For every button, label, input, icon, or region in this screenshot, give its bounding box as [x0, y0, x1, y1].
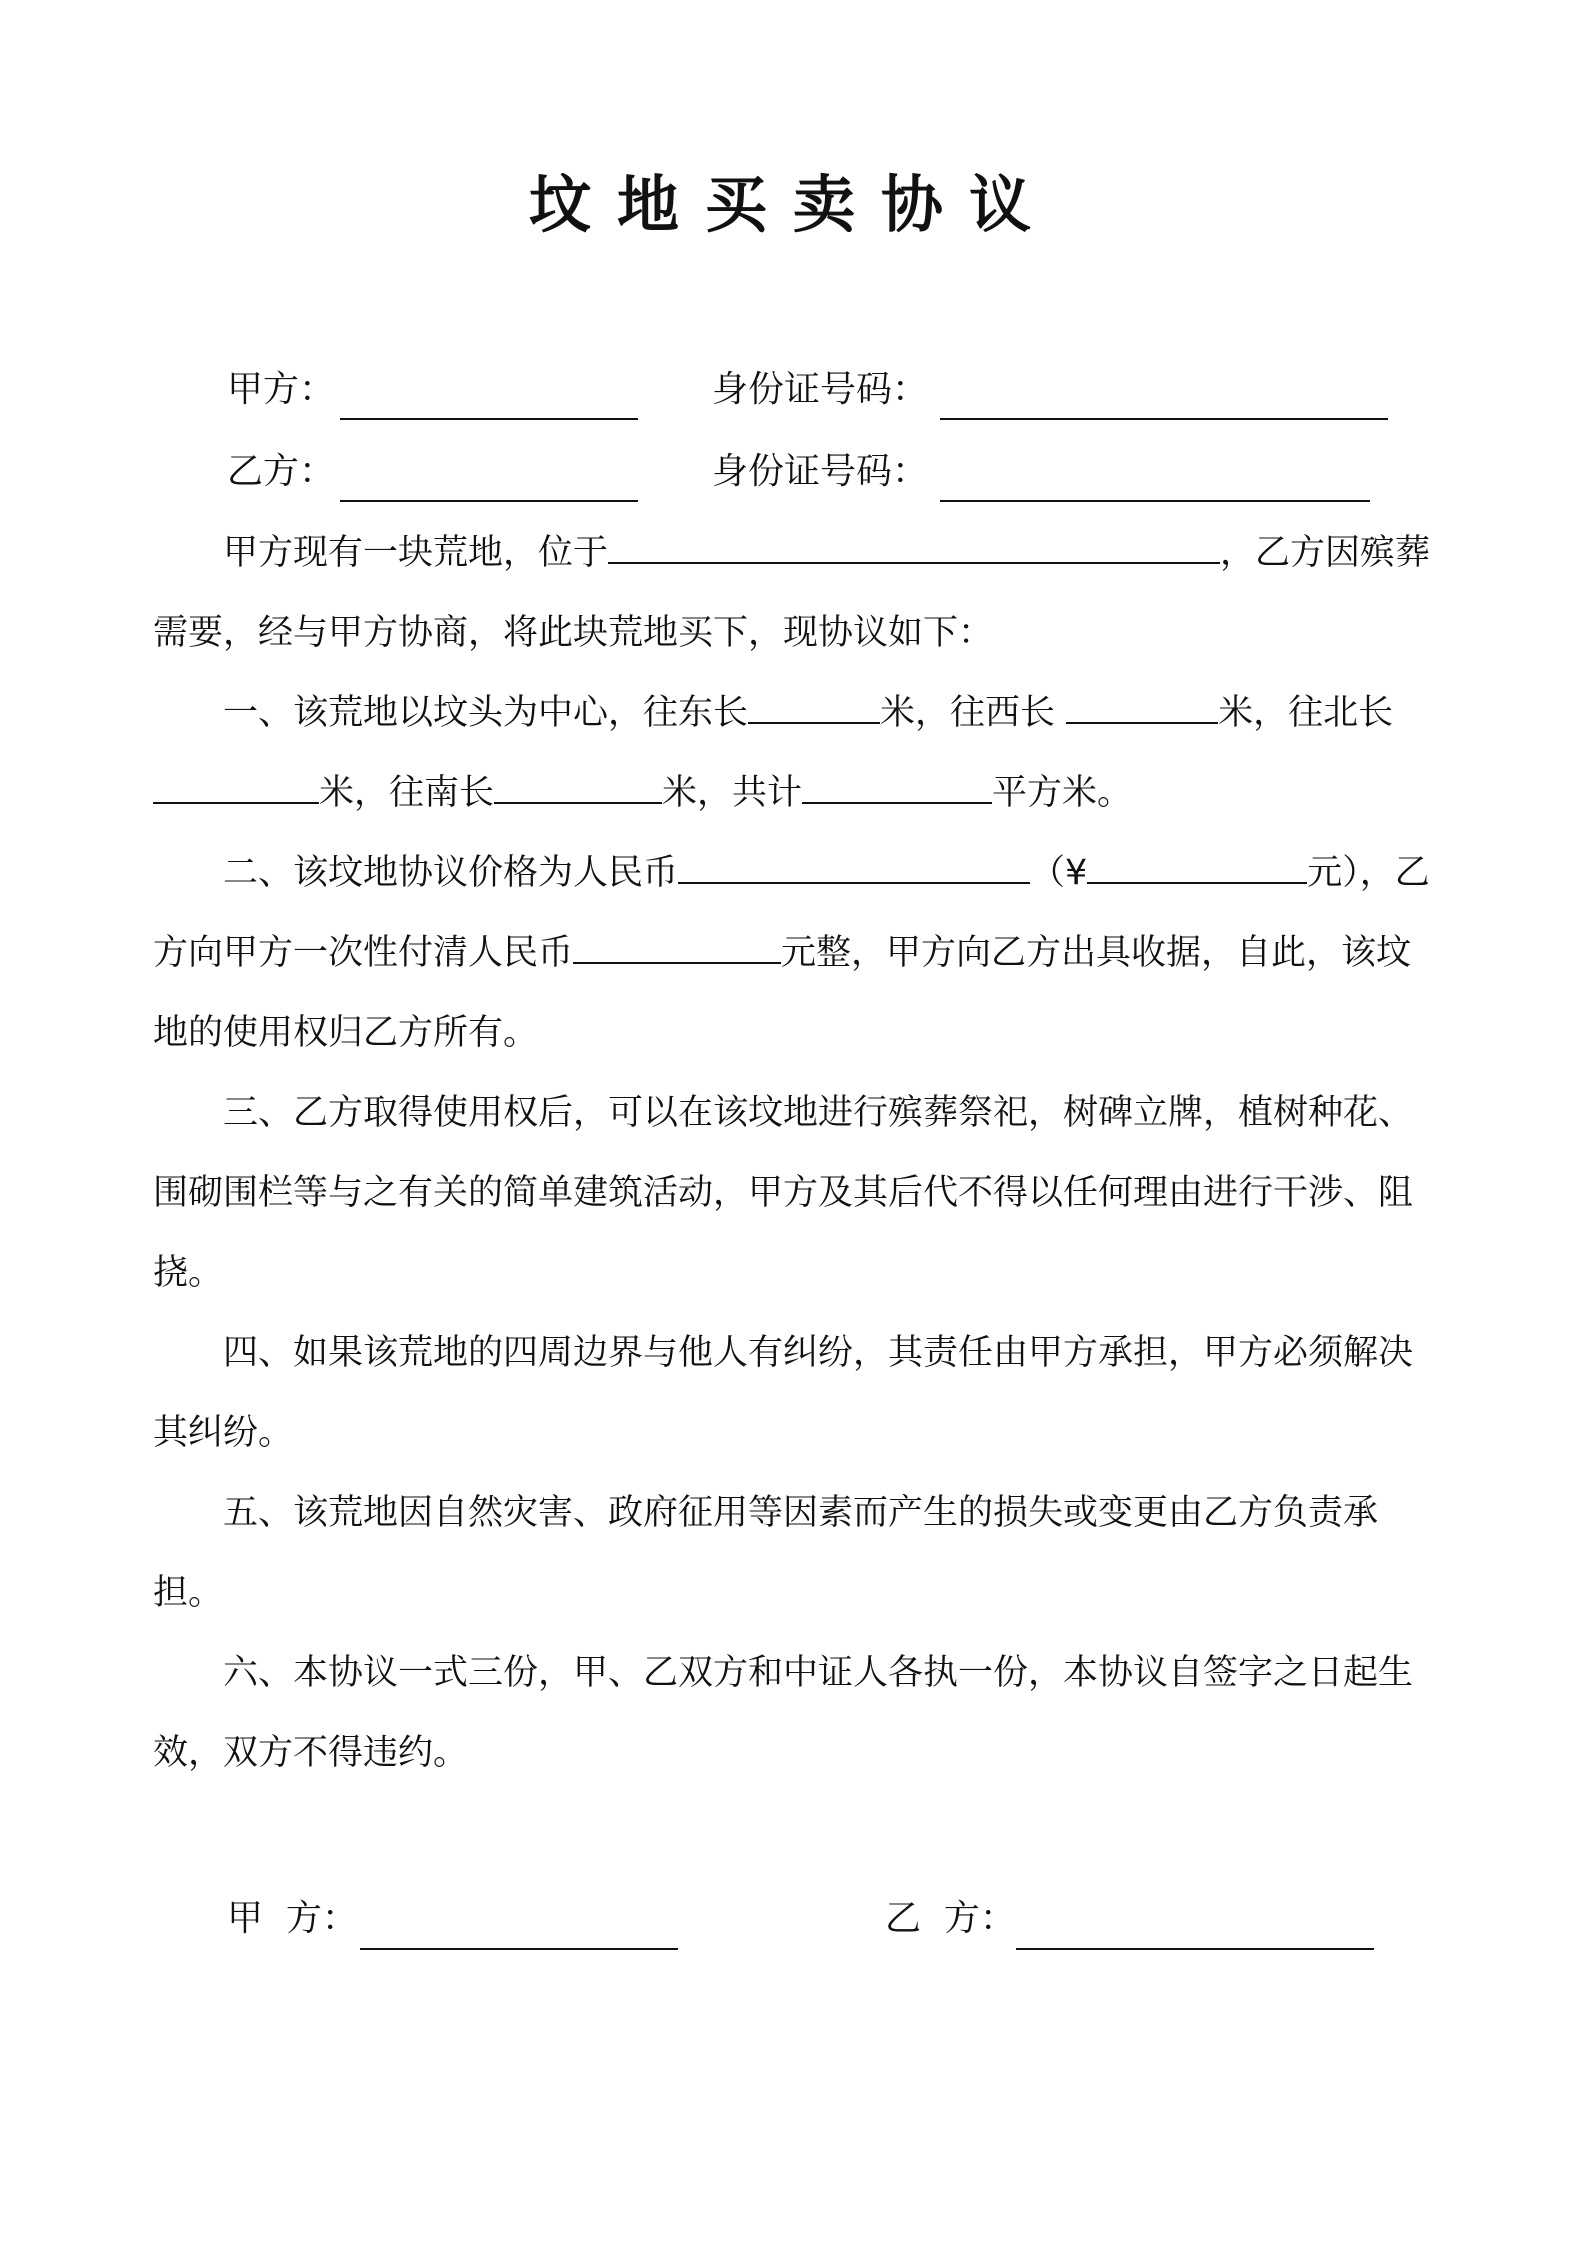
party-b-id-blank[interactable]: [940, 500, 1370, 502]
clause-1: 一、该荒地以坟头为中心，往东长 米，往西长 米，往北长米，往南长 米，共计 平方米。: [153, 673, 1443, 833]
price-amount-blank[interactable]: [1087, 852, 1307, 884]
clause-5: 五、该荒地因自然灾害、政府征用等因素而产生的损失或变更由乙方负责承担。: [153, 1493, 1379, 1613]
document-title: 坟地买卖协议: [528, 168, 1057, 241]
payment-blank[interactable]: [573, 932, 781, 964]
party-a-id-label: 身份证号码：: [712, 369, 929, 410]
east-length-blank[interactable]: [748, 692, 880, 724]
party-b-label: 乙方：: [227, 451, 336, 492]
west-length-blank[interactable]: [1066, 692, 1218, 724]
clause-3: 三、乙方取得使用权后，可以在该坟地进行殡葬祭祀，树碑立牌，植树种花、围砌围栏等与之有关的简单建筑活动，甲方及其后代不得以任何理由进行干涉、阻挠。: [153, 1093, 1414, 1293]
party-b-id-label: 身份证号码：: [712, 451, 929, 492]
signature-party-a-blank[interactable]: [360, 1948, 678, 1950]
party-a-blank[interactable]: [340, 418, 638, 420]
signature-party-b-label: 乙 方：: [885, 1898, 1016, 1939]
clause-6: 六、本协议一式三份，甲、乙双方和中证人各执一份，本协议自签字之日起生效，双方不得违约。: [153, 1653, 1414, 1773]
party-a-id-blank[interactable]: [940, 418, 1388, 420]
clause-2: 二、该坟地协议价格为人民币 （¥ 元），乙方向甲方一次性付清人民币 元整，甲方向乙方出具收据，自此，该坟地的使用权归乙方所有。: [153, 853, 1430, 1053]
price-words-blank[interactable]: [678, 852, 1030, 884]
signature-party-b-blank[interactable]: [1016, 1948, 1374, 1950]
south-length-blank[interactable]: [494, 772, 662, 804]
intro-paragraph: 甲方现有一块荒地，位于 ，乙方因殡葬需要，经与甲方协商，将此块荒地买下，现协议如下：: [153, 533, 1431, 653]
clause-4: 四、如果该荒地的四周边界与他人有纠纷，其责任由甲方承担，甲方必须解决其纠纷。: [153, 1333, 1414, 1453]
party-a-label: 甲方：: [227, 369, 336, 410]
agreement-body: [153, 513, 1443, 1793]
land-location-blank[interactable]: [608, 532, 1220, 564]
signature-party-a-label: 甲 方：: [227, 1898, 358, 1939]
total-area-blank[interactable]: [802, 772, 992, 804]
party-b-blank[interactable]: [340, 500, 638, 502]
north-length-blank[interactable]: [153, 772, 319, 804]
